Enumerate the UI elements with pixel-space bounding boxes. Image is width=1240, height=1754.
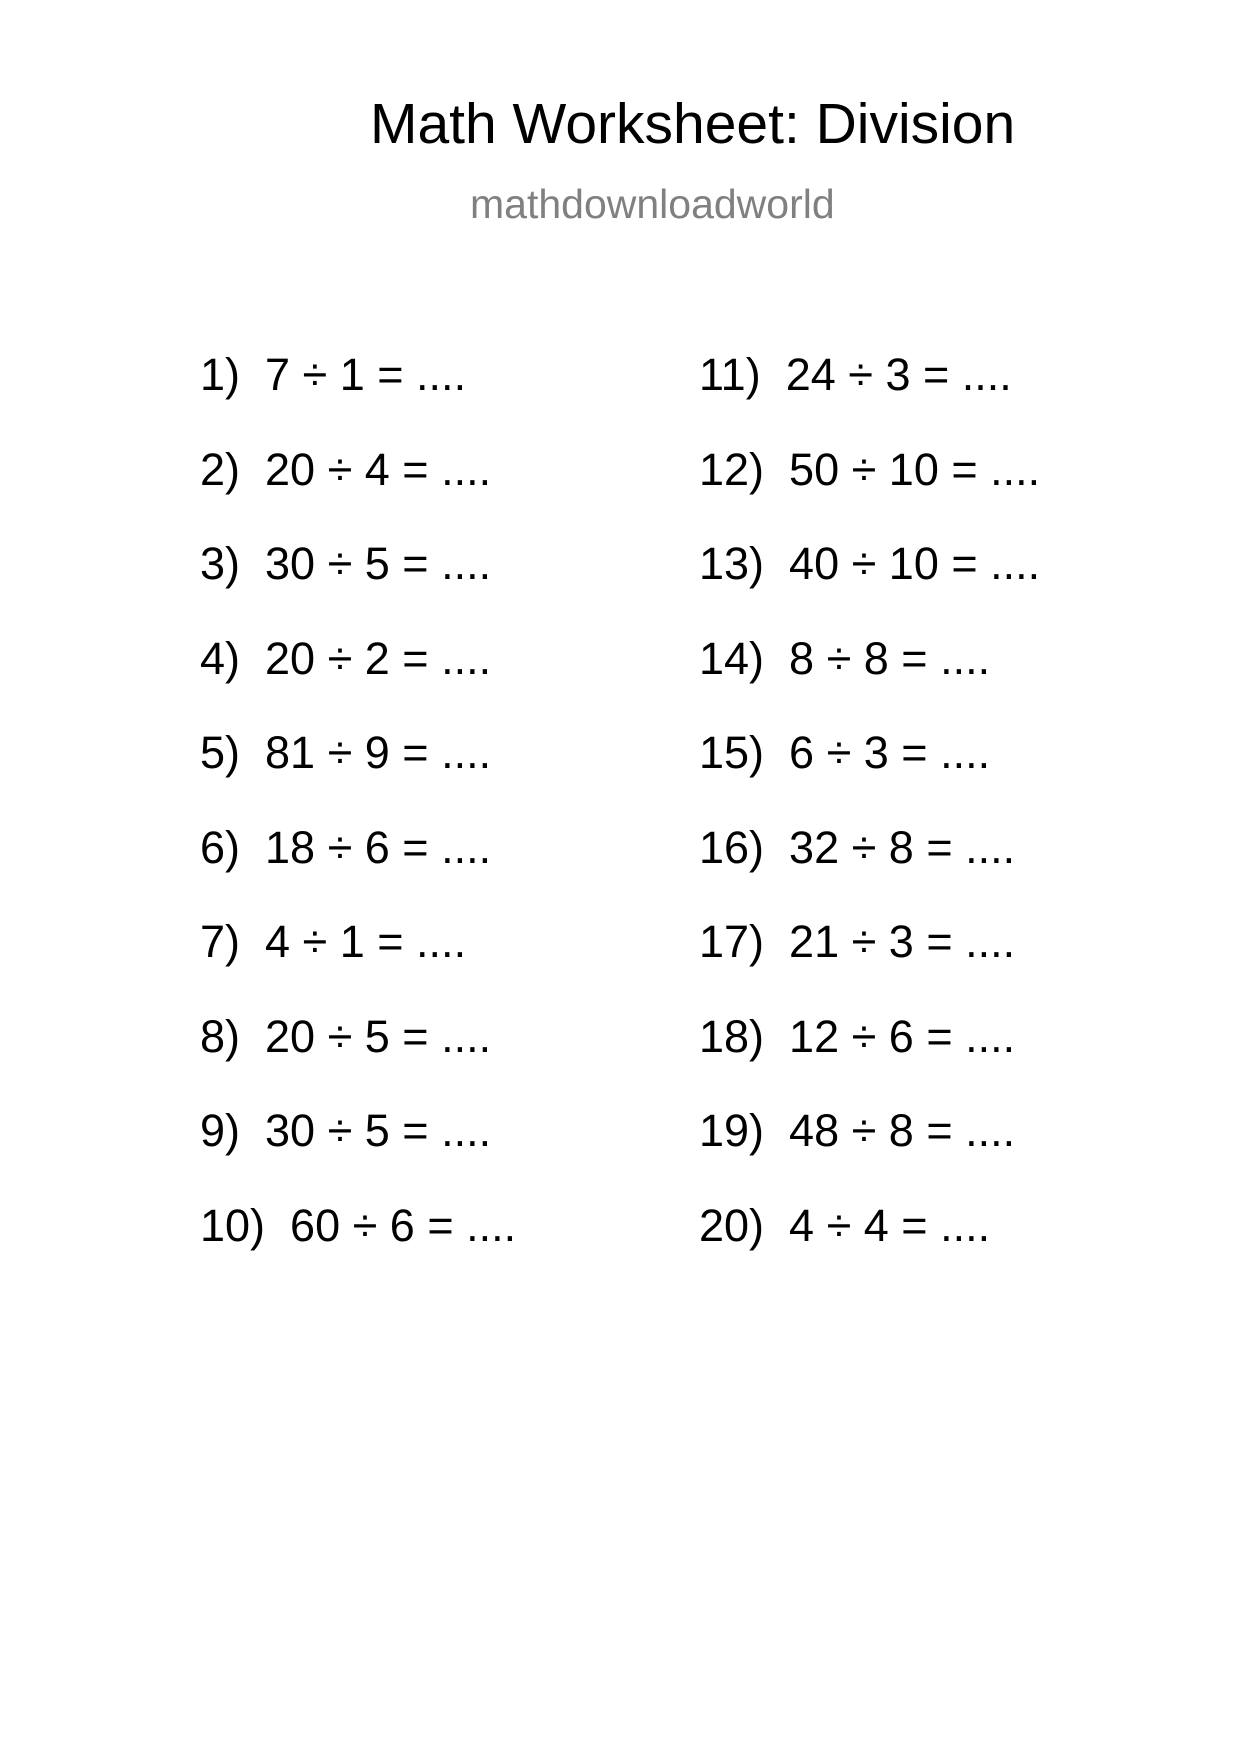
problem: 19) 48 ÷ 8 = .... (699, 1105, 1016, 1156)
problem: 11) 24 ÷ 3 = .... (699, 349, 1012, 400)
problems-right-column (699, 349, 1041, 1297)
problem: 17) 21 ÷ 3 = .... (699, 916, 1016, 967)
problem: 12) 50 ÷ 10 = .... (699, 443, 1041, 495)
problem: 20) 4 ÷ 4 = .... (699, 1199, 991, 1251)
problem: 8) 20 ÷ 5 = .... (200, 1010, 492, 1062)
problem: 7) 4 ÷ 1 = .... (200, 916, 467, 967)
worksheet-title: Math Worksheet: Division (370, 92, 1016, 156)
problem: 15) 6 ÷ 3 = .... (699, 727, 991, 778)
problem: 13) 40 ÷ 10 = .... (699, 538, 1041, 589)
problem: 4) 20 ÷ 2 = .... (200, 632, 492, 684)
problem: 2) 20 ÷ 4 = .... (200, 443, 492, 495)
worksheet-subtitle: mathdownloadworld (470, 181, 835, 227)
problem: 3) 30 ÷ 5 = .... (200, 538, 492, 589)
problem: 14) 8 ÷ 8 = .... (699, 632, 991, 684)
problems-left-column (200, 349, 517, 1297)
problem: 16) 32 ÷ 8 = .... (699, 821, 1016, 873)
problem: 6) 18 ÷ 6 = .... (200, 821, 492, 873)
problem: 1) 7 ÷ 1 = .... (200, 349, 467, 400)
problem: 9) 30 ÷ 5 = .... (200, 1105, 492, 1156)
problem: 10) 60 ÷ 6 = .... (200, 1199, 517, 1251)
problem: 5) 81 ÷ 9 = .... (200, 727, 492, 778)
problem: 18) 12 ÷ 6 = .... (699, 1010, 1016, 1062)
